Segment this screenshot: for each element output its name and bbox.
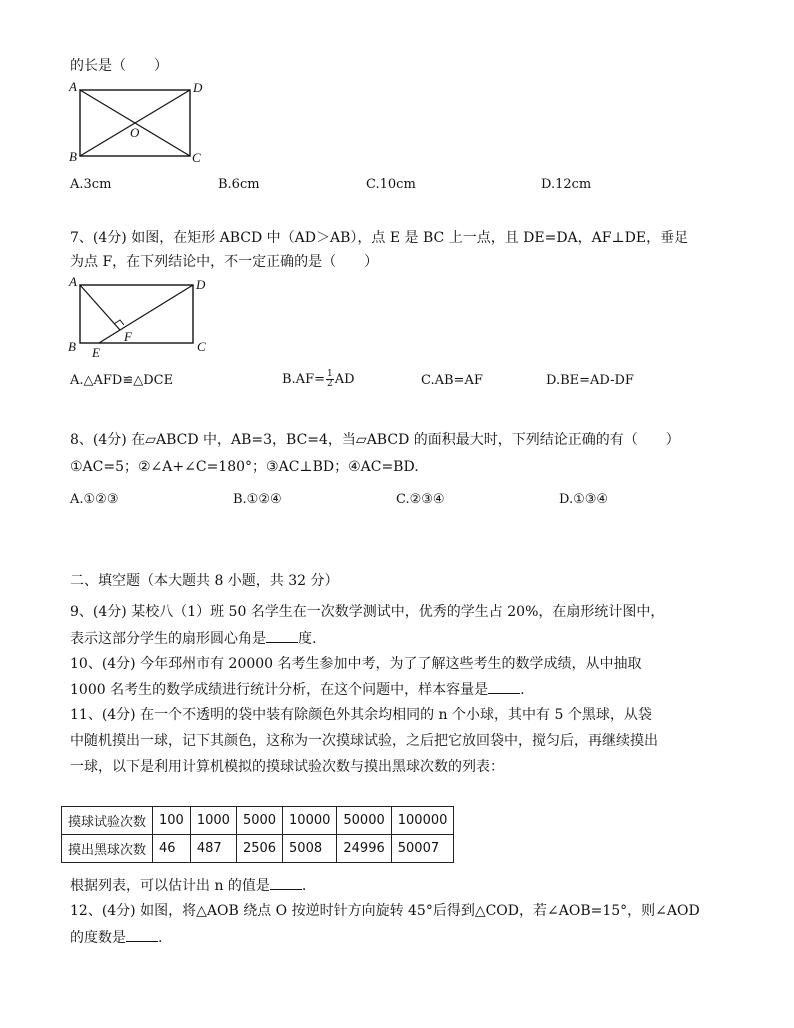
q9-line-2-suffix: 度. xyxy=(298,631,317,647)
table-row-header: 摸球试验次数 xyxy=(62,807,153,835)
q7-line-1: 7、(4分) 如图，在矩形 ABCD 中（AD＞AB），点 E 是 BC 上一点，且 DE=DA，AF⊥DE，垂足 xyxy=(70,230,689,246)
q8-line-1: 8、(4分) 在▱ABCD 中，AB=3，BC=4，当▱ABCD 的面积最大时，下列结论正确的有（ ） xyxy=(70,432,680,448)
q7-label-e: E xyxy=(92,345,100,360)
q10-answer-blank[interactable] xyxy=(488,679,520,694)
q6-rectangle-figure xyxy=(66,78,216,168)
table-cell: 50007 xyxy=(391,835,454,863)
q7-option-b-prefix: B.AF= xyxy=(282,372,325,387)
q7-rectangle-figure xyxy=(64,274,224,360)
q7-line-2: 为点 F，在下列结论中，不一定正确的是（ ） xyxy=(70,254,379,270)
q11-trial-table xyxy=(61,806,454,863)
table-cell: 24996 xyxy=(337,835,391,863)
table-cell: 487 xyxy=(190,835,236,863)
table-cell: 5000 xyxy=(236,807,282,835)
q8-option-c: C.②③④ xyxy=(396,492,445,507)
q6-label-b: B xyxy=(69,149,77,164)
table-cell: 2506 xyxy=(236,835,282,863)
q7-option-b xyxy=(282,370,355,389)
q11-line-2: 中随机摸出一球，记下其颜色，这称为一次摸球试验，之后把它放回袋中，搅匀后，再继续摸出 xyxy=(70,733,658,749)
q6-label-a: A xyxy=(69,79,77,94)
q10-line-2-prefix: 1000 名考生的数学成绩进行统计分析，在这个问题中，样本容量是 xyxy=(70,682,489,698)
q11-after-prefix: 根据列表，可以估计出 n 的值是 xyxy=(70,878,270,894)
q12-line-1: 12、(4分) 如图，将△AOB 绕点 O 按逆时针方向旋转 45°后得到△COD，若∠AOB=15°，则∠AOD xyxy=(70,903,700,919)
q9-line-2 xyxy=(70,628,316,649)
q9-line-2-prefix: 表示这部分学生的扇形圆心角是 xyxy=(70,631,266,647)
q11-answer-blank[interactable] xyxy=(270,875,302,890)
q7-option-b-suffix: AD xyxy=(334,372,355,387)
q11-line-1: 11、(4分) 在一个不透明的袋中装有除颜色外其余均相同的 n 个小球，其中有 5 个黑球，从袋 xyxy=(70,707,652,723)
q6-option-d: D.12cm xyxy=(541,177,592,192)
q6-tail: 的长是（ ） xyxy=(70,58,168,74)
q12-line-2-suffix: . xyxy=(158,930,163,946)
q7-option-b-fraction xyxy=(326,370,334,389)
q12-line-2-prefix: 的度数是 xyxy=(70,930,126,946)
q7-label-f: F xyxy=(124,329,132,344)
q6-option-c: C.10cm xyxy=(366,177,416,192)
q8-option-d: D.①③④ xyxy=(559,492,609,507)
q7-fraction-denominator: 2 xyxy=(327,379,333,389)
q9-answer-blank[interactable] xyxy=(266,628,298,643)
q7-label-d: D xyxy=(196,277,206,292)
q7-option-d: D.BE=AD-DF xyxy=(546,373,634,388)
q6-label-c: C xyxy=(192,150,201,165)
q10-line-2-suffix: . xyxy=(520,682,525,698)
table-row xyxy=(62,807,454,835)
table-cell: 50000 xyxy=(337,807,391,835)
q11-after-table xyxy=(70,875,306,896)
q10-line-2 xyxy=(70,679,525,700)
table-row xyxy=(62,835,454,863)
q6-label-d: D xyxy=(193,80,203,95)
table-cell: 10000 xyxy=(283,807,337,835)
q11-line-3: 一球，以下是利用计算机模拟的摸球试验次数与摸出黑球次数的列表： xyxy=(70,759,504,775)
q8-option-a: A.①②③ xyxy=(70,492,119,507)
q7-label-b: B xyxy=(68,339,76,354)
q7-option-c: C.AB=AF xyxy=(421,373,483,388)
q6-option-a: A.3cm xyxy=(70,177,112,192)
q7-option-a: A.△AFD≌△DCE xyxy=(70,373,174,388)
q6-option-b: B.6cm xyxy=(218,177,260,192)
q7-label-a: A xyxy=(69,274,77,289)
q7-label-c: C xyxy=(197,339,206,354)
q9-line-1: 9、(4分) 某校八（1）班 50 名学生在一次数学测试中，优秀的学生占 20%，在扇形统计图中， xyxy=(70,604,665,620)
table-cell: 5008 xyxy=(283,835,337,863)
table-cell: 100000 xyxy=(391,807,454,835)
q10-line-1: 10、(4分) 今年邳州市有 20000 名考生参加中考，为了了解这些考生的数学成绩，从中抽取 xyxy=(70,656,642,672)
q8-option-b: B.①②④ xyxy=(233,492,282,507)
section-2-heading: 二、填空题（本大题共 8 小题，共 32 分） xyxy=(70,573,339,589)
table-cell: 46 xyxy=(153,835,191,863)
table-cell: 1000 xyxy=(190,807,236,835)
q12-answer-blank[interactable] xyxy=(126,927,158,942)
table-row-header: 摸出黑球次数 xyxy=(62,835,153,863)
q7-fraction-numerator: 1 xyxy=(327,369,333,379)
q12-line-2 xyxy=(70,927,162,948)
q6-label-o: O xyxy=(130,125,140,140)
q8-line-2: ①AC=5；②∠A+∠C=180°；③AC⊥BD；④AC=BD. xyxy=(70,459,419,475)
table-cell: 100 xyxy=(153,807,191,835)
q11-after-suffix: . xyxy=(301,878,307,894)
